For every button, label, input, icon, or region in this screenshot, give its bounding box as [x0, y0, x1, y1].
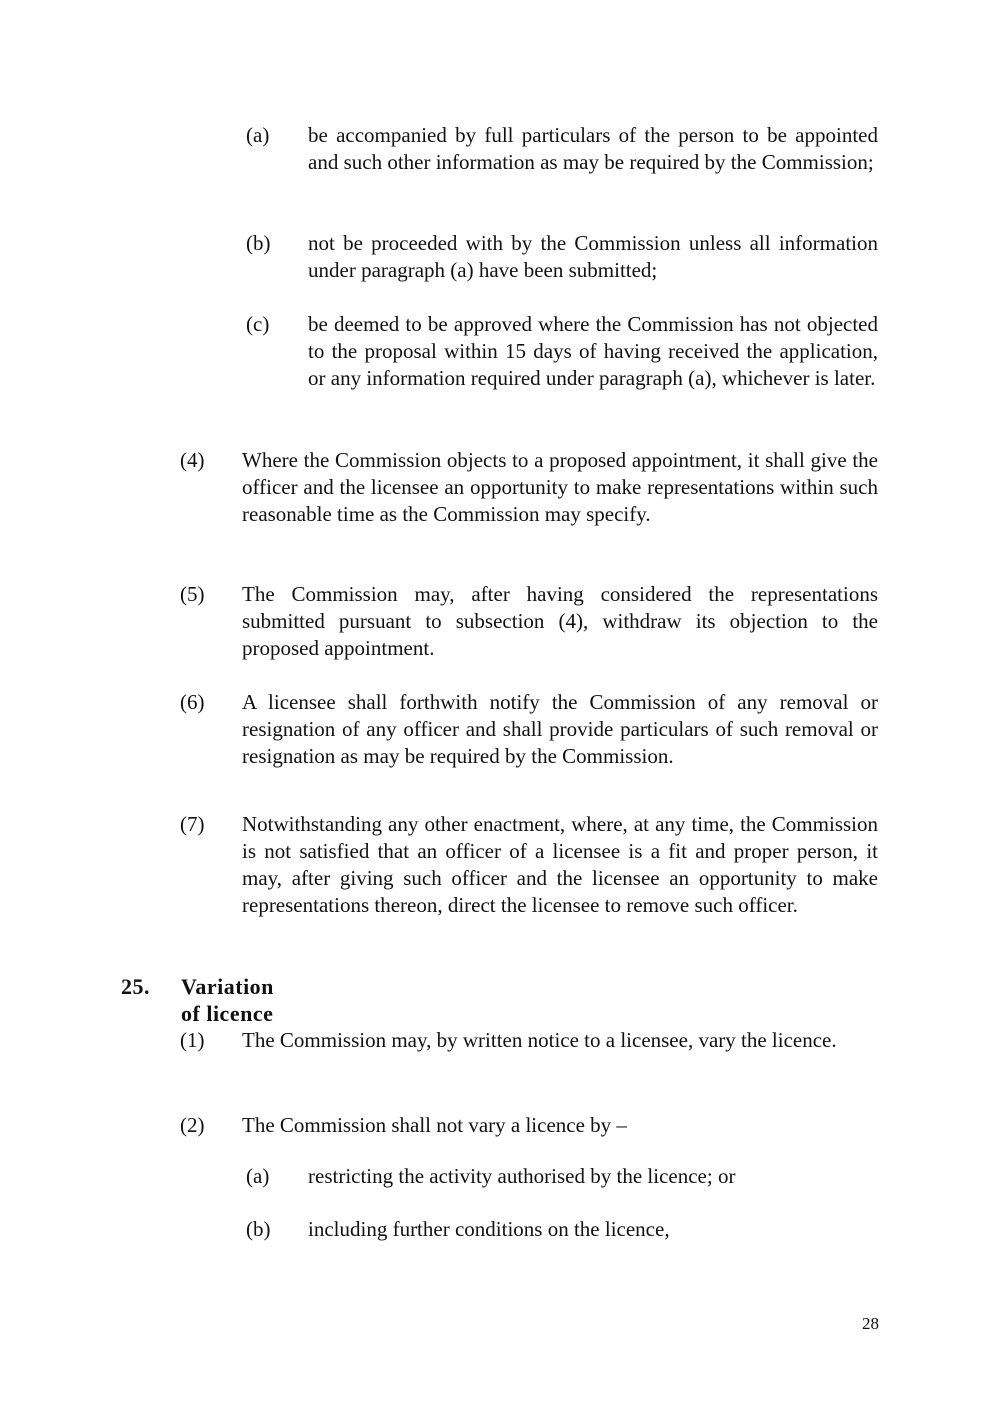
subsection-label: (2): [180, 1113, 205, 1137]
subsection-text: The Commission may, after having considered the representations submitted pursuant to subsection (4), withdraw its objection to the proposed appointment.: [242, 582, 878, 660]
subsection-text: The Commission shall not vary a licence by –: [242, 1113, 627, 1137]
subsection-text: A licensee shall forthwith notify the Commission of any removal or resignation of any officer and shall provide particulars of such removal or resignation as may be required by the Commission.: [242, 690, 878, 768]
subsection-label: (4): [180, 448, 205, 472]
subsection-text: Where the Commission objects to a proposed appointment, it shall give the officer and the licensee an opportunity to make representations within such reasonable time as the Commission may specify.: [242, 448, 878, 526]
sub-paragraph-text: not be proceeded with by the Commission unless all information under paragraph (a) have been submitted;: [308, 231, 878, 282]
sub-paragraph-label: (a): [246, 123, 270, 147]
subsection-label: (6): [180, 690, 205, 714]
sub-paragraph-text: restricting the activity authorised by the licence; or: [308, 1164, 736, 1188]
sub-paragraph-label: (a): [246, 1164, 270, 1188]
section-number: 25.: [121, 974, 150, 999]
subsection-label: (1): [180, 1028, 205, 1052]
sub-paragraph-text: be deemed to be approved where the Commission has not objected to the proposal within 15 days of having received the application, or any information required under paragraph (a), whichever is later.: [308, 312, 878, 390]
subsection-label: (5): [180, 582, 205, 606]
section-title: Variation of licence: [181, 974, 274, 1026]
sub-paragraph-label: (c): [246, 312, 270, 336]
subsection-text: The Commission may, by written notice to a licensee, vary the licence.: [242, 1028, 837, 1052]
sub-paragraph-text: be accompanied by full particulars of the person to be appointed and such other information as may be required by the Commission;: [308, 123, 878, 174]
page-number: 28: [862, 1314, 879, 1333]
subsection-text: Notwithstanding any other enactment, where, at any time, the Commission is not satisfied that an officer of a licensee is a fit and proper person, it may, after giving such officer and the licensee an opportunity to make representations thereon, direct the licensee to remove such officer.: [242, 812, 878, 917]
subsection-label: (7): [180, 812, 205, 836]
sub-paragraph-text: including further conditions on the licence,: [308, 1217, 670, 1241]
sub-paragraph-label: (b): [246, 1217, 271, 1241]
sub-paragraph-label: (b): [246, 231, 271, 255]
